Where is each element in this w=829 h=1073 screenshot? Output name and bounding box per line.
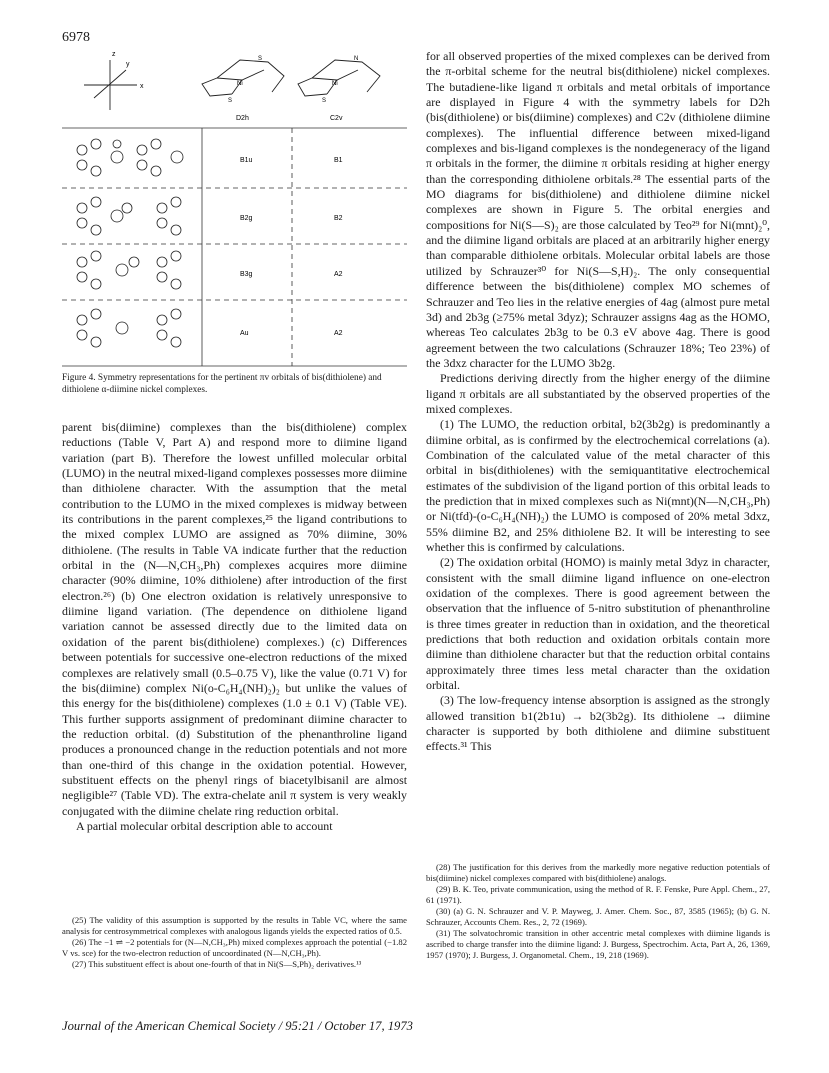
body-paragraph: (2) The oxidation orbital (HOMO) is mainly metal 3dyz in character, consistent with the small diimine ligand influence on one-electron oxidation of the complexes. There is good agreement between the observation that the influence of 5-nitro substitution of phenanthroline is three times greater in reduction than in oxidation, and the theoretical predictions that both reduction and oxidation orbitals contain more diimine than dithiolene character but that the reduction orbital contains approximately three times less metal character than the oxidation orbital.: [426, 555, 770, 693]
orbital-row-2: [77, 197, 181, 235]
table-rules: [62, 128, 407, 366]
left-footnotes: [62, 915, 407, 970]
symmetry-label-c2v: B2: [334, 215, 343, 222]
orbital-sketches: [77, 139, 183, 347]
page-number: 6978: [62, 30, 90, 45]
footnote: (29) B. K. Teo, private communication, using the method of R. F. Fenske, Pure Appl. Chem., 27, 61 (1971).: [426, 884, 770, 905]
bis-dithiolene-structure: [202, 60, 284, 96]
atom-ni-label: Ni: [332, 81, 338, 87]
left-column-text: [62, 420, 407, 834]
footnote: (27) This substituent effect is about one-fourth of that in Ni(S—S,Ph)₂ derivatives.¹³: [72, 959, 362, 969]
footnote: (26) The −1 ⇌ −2 potentials for (N—N,CH₃,Ph) mixed complexes approach the potential (−1.82 V vs. sce) for the two-electron reduction of uncoordinated (N—N,CH₃,Ph).: [62, 937, 407, 958]
body-paragraph: A partial molecular orbital description able to account: [76, 818, 333, 833]
symmetry-label-d2h: Au: [240, 330, 249, 337]
right-column-text: [426, 49, 770, 755]
body-paragraph: for all observed properties of the mixed complexes can be derived from the π-orbital scheme for the neutral bis(dithiolene) nickel complexes. The butadiene-like ligand π orbitals and metal orbitals of importance are displayed in Figure 4 with the symmetry labels for D2h (bis(dithiolene) or bis(diimine) complexes) and C2v (dithiolene diimine complexes). The influential difference between mixed-ligand complexes and bis-ligand complexes is the nondegeneracy of the ligand π orbitals in the former, the diimine π orbitals residing at higher energy than the corresponding dithiolene orbitals.²⁸ The essential parts of the MO diagrams for bis(dithiolene) and dithiolene diimine nickel complexes are shown in Figure 5. The orbital energies and compositions for Ni(S—S)₂ are those calculated by Teo²⁹ for Ni(mnt)₂⁰, and the diimine ligand orbitals are placed at an arbitrarily higher energy than comparable dithiolene orbitals. Molecular orbital labels are those utilized by Schrauzer³⁰ for Ni(S—S,H)₂. The only consequential difference between the bis(dithiolene) complex MO schemes of Schrauzer and Teo lies in the relative energies of 4ag (almost pure metal 3d) and 2b3g (≥75% metal 3dyz); Schrauzer assigns 4ag as the HOMO, whereas Teo calculates 2b3g to be 0.3 eV above 4ag. There is good agreement between the two calculations (Schrauzer 18%; Teo 23%) of the 3dxz character for the LUMO 3b2g.: [426, 49, 770, 370]
body-paragraph: (3) The low-frequency intense absorption is assigned as the strongly allowed transition b1(2b1u) → b2(3b2g). Its dithiolene → diimine character is supported by both dithiolene and diimine substituent effects.³¹ This: [426, 693, 770, 754]
figure-4-graphic: [62, 40, 407, 370]
body-paragraph: parent bis(diimine) complexes than the bis(dithiolene) complex reductions (Table V, Part A) and respond more to diimine ligand variation (part B). Therefore the lowest unfilled molecular orbital (LUMO) in the neutral mixed-ligand complexes possesses more diimine than dithiolene character. With the assumption that the metal contribution to the LUMO in the mixed complexes is midway between its contributions in the parent complexes,²⁵ the ligand contributions to the mixed complex LUMO are assigned as 70% diimine, 30% dithiolene. (The results in Table VA indicate further that the reduction orbital in the (N—N,CH₃,Ph) complexes acquires more diimine character (90% diimine, 10% dithiolene) after introduction of the first electron.²⁶) (b) One electron oxidation is relatively unresponsive to diimine ligand variation. (The dependence on dithiolene ligand variation cannot be assessed directly due to the limited data on oxidation of the parent bis(dithiolene) complexes.) (c) Differences between potentials for successive one-electron reductions of the mixed complexes are relatively small (0.5–0.75 V), like the value (0.71 V) for the bis(diimine) complex Ni(o-C₆H₄(NH)₂)₂ but unlike the values of this energy for the bis(dithiolene) complexes (1.0 ± 0.1 V) (Table VE). This further supports assignment of predominant diimine character to the reduction orbital. (d) Substitution of the phenanthroline ligand produces a pronounced change in the reduction potentials and not more than one-third of this change in the oxidation potential. However, substituent effects on the phenyl rings of biacetylbisanil are almost negligible²⁷ (Table VD). The extra-chelate anil π system is very weakly conjugated with the diimine chelate ring reduction orbital.: [62, 420, 407, 818]
symmetry-label-d2h: B3g: [240, 271, 253, 278]
figure-caption: Figure 4. Symmetry representations for the pertinent πv orbitals of bis(dithiolene) and dithiolene α-diimine nickel complexes.: [62, 373, 382, 395]
atom-s-label: S: [322, 98, 327, 104]
atom-n-label: N: [354, 56, 359, 62]
symmetry-label-c2v: B1: [334, 157, 343, 164]
orbital-row-1: [77, 139, 183, 176]
footnote: (31) The solvatochromic transition in other accentric metal complexes with diimine ligands is ascribed to charge transfer into the diimine ligand: J. Burgess, Spectrochim. Acta, Part A, 26, 1369, 1957 (1970); J. Burgess, J. Organometal. Chem., 19, 218 (1969).: [426, 928, 770, 960]
column-header-d2h: D2h: [236, 115, 249, 122]
symmetry-label-c2v: A2: [334, 330, 343, 337]
axis-z-label: z: [112, 51, 116, 58]
body-paragraph: Predictions deriving directly from the higher energy of the diimine ligand π orbitals are all substantiated by the observed properties of the mixed complexes.: [426, 371, 770, 416]
orbital-row-4: [77, 309, 181, 347]
figure-4: [62, 40, 407, 370]
column-header-c2v: C2v: [330, 115, 343, 122]
dithiolene-diimine-structure: [298, 60, 380, 96]
symmetry-label-d2h: B1u: [240, 157, 253, 164]
axis-x-label: x: [140, 83, 144, 90]
footnote: (28) The justification for this derives from the markedly more negative reduction potentials of bis(diimine) nickel complexes compared with bis(dithiolene) analogs.: [426, 862, 770, 883]
atom-ni-label: Ni: [237, 81, 243, 87]
symmetry-label-d2h: B2g: [240, 215, 253, 222]
axis-y-label: y: [126, 61, 130, 68]
right-footnotes: [426, 862, 770, 961]
atom-s-label: S: [228, 98, 233, 104]
atom-s-label: S: [258, 56, 263, 62]
footnote: (25) The validity of this assumption is supported by the results in Table VC, where the same analysis for centrosymmetrical complexes with analogous ligands yields the expected ratios of 0.5.: [62, 915, 407, 936]
footnote: (30) (a) G. N. Schrauzer and V. P. Mayweg, J. Amer. Chem. Soc., 87, 3585 (1965); (b) G. N. Schrauzer, Accounts Chem. Res., 2, 72 (1969).: [426, 906, 770, 927]
symmetry-label-c2v: A2: [334, 271, 343, 278]
orbital-row-3: [77, 251, 181, 289]
body-paragraph: (1) The LUMO, the reduction orbital, b2(3b2g) is predominantly a diimine orbital, as is confirmed by the electrochemical correlations (a). Combination of the calculated value of the metal character of this orbital in bis(dithiolenes) with the semiquantitative electrochemical estimates of the subdivision of the ligand portion of this orbital leads to the prediction that in mixed complexes such as Ni(mnt)(N—N,CH₃,Ph) or Ni(tfd)-(o-C₆H₄(NH)₂) the LUMO is composed of 20% metal 3dxz, 55% diimine B2, and 25% dithiolene B2. It will be interesting to see whether this is confirmed by calculations.: [426, 417, 770, 554]
journal-footer: Journal of the American Chemical Society / 95:21 / October 17, 1973: [62, 1019, 413, 1033]
